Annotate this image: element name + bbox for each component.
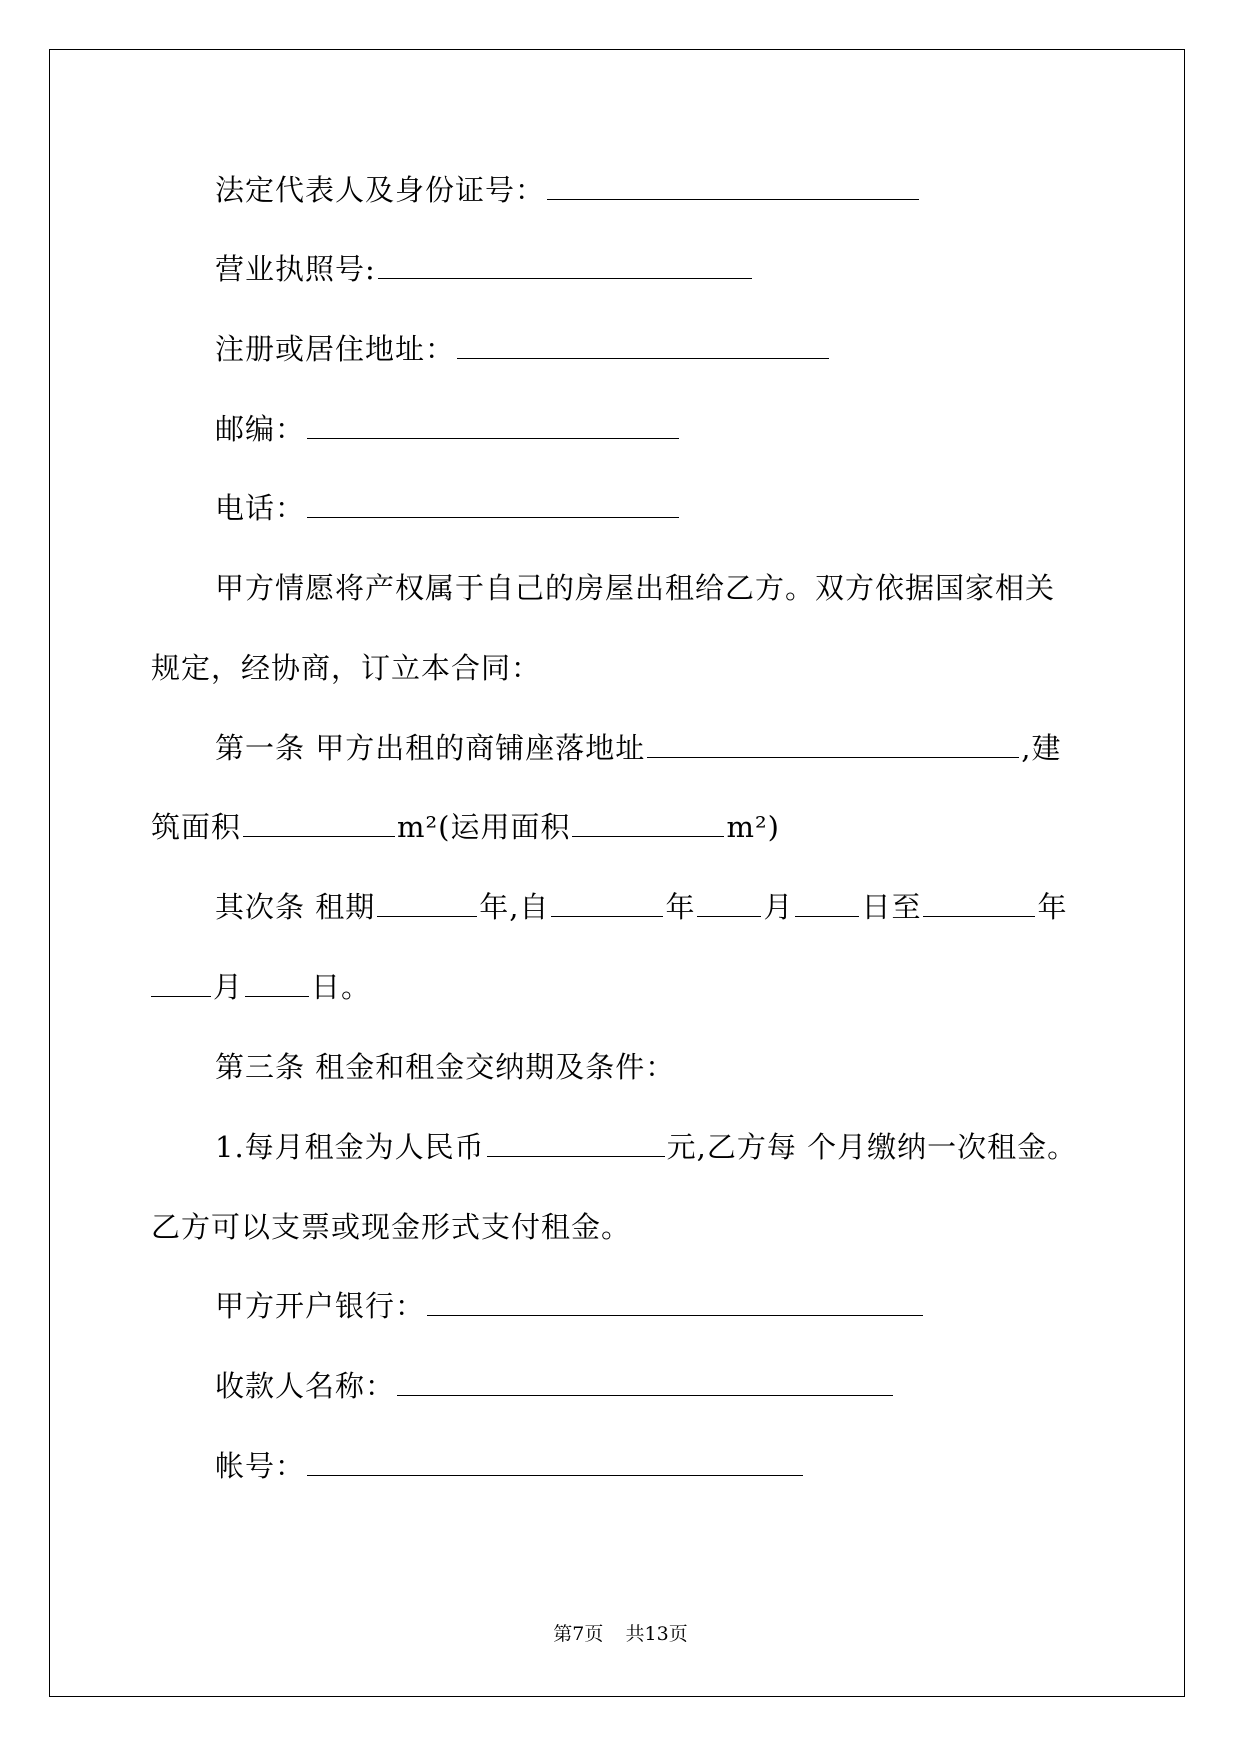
intro-text-2: 规定，经协商，订立本合同：	[151, 651, 542, 685]
intro-paragraph-line-2	[151, 650, 541, 686]
area-label: 筑面积	[151, 810, 242, 844]
article-3-text: 第三条 租金和租金交纳期及条件：	[215, 1050, 676, 1084]
page-number: 第7页	[553, 1623, 604, 1645]
intro-text-1: 甲方情愿将产权属于自己的房屋出租给乙方。双方依据国家相关	[215, 571, 1056, 605]
monthly-rent-blank	[487, 1132, 665, 1157]
end-day-blank	[245, 972, 309, 997]
start-month-blank	[697, 892, 761, 917]
account-label: 帐号：	[215, 1449, 306, 1483]
article-1-text: 第一条 甲方出租的商铺座落地址	[215, 731, 646, 765]
postcode-blank	[307, 414, 679, 439]
phone-line	[215, 490, 681, 526]
bank-line	[215, 1288, 925, 1324]
payee-blank	[397, 1371, 893, 1396]
article-1-suffix: ,建	[1021, 731, 1062, 765]
usable-area-label: m²(运用面积	[397, 810, 571, 844]
article-1-line-1	[215, 730, 1061, 766]
article-2-line-2	[151, 969, 371, 1005]
end-day-label: 日。	[311, 970, 372, 1004]
business-license-blank	[378, 254, 752, 279]
address-line	[215, 331, 831, 367]
start-month-label: 月	[763, 890, 794, 924]
end-year-label: 年	[1037, 890, 1068, 924]
payee-line	[215, 1368, 895, 1404]
end-month-label: 月	[213, 970, 244, 1004]
payment-method-text: 乙方可以支票或现金形式支付租金。	[151, 1210, 632, 1244]
account-line	[215, 1448, 805, 1484]
payment-frequency-text: 元,乙方每 个月缴纳一次租金。	[666, 1130, 1078, 1164]
page-footer	[0, 1622, 1241, 1646]
rent-line-2	[151, 1209, 631, 1245]
business-license-line	[215, 251, 754, 287]
postcode-label: 邮编：	[215, 412, 306, 446]
postcode-line	[215, 411, 681, 447]
usable-area-blank	[572, 812, 724, 837]
address-blank	[457, 334, 829, 359]
lease-from-label: 年,自	[479, 890, 550, 924]
start-day-blank	[795, 892, 859, 917]
article-1-line-2	[151, 809, 780, 845]
area-unit-close: m²)	[726, 810, 780, 844]
bank-label: 甲方开户银行：	[215, 1289, 426, 1323]
end-month-blank	[151, 972, 211, 997]
legal-rep-id-label: 法定代表人及身份证号：	[215, 173, 546, 207]
intro-paragraph-line-1	[215, 570, 1055, 606]
lease-term-label: 其次条 租期	[215, 890, 376, 924]
rent-line-1	[215, 1129, 1077, 1165]
address-label: 注册或居住地址：	[215, 332, 456, 366]
start-year-blank	[551, 892, 663, 917]
shop-address-blank	[647, 733, 1019, 758]
article-2-line-1	[215, 889, 1068, 925]
legal-rep-id-blank	[547, 175, 919, 200]
total-pages: 共13页	[625, 1623, 688, 1645]
start-year-label: 年	[665, 890, 696, 924]
phone-blank	[307, 493, 679, 518]
article-3-heading	[215, 1049, 675, 1085]
phone-label: 电话：	[215, 491, 306, 525]
building-area-blank	[243, 812, 395, 837]
account-blank	[307, 1451, 803, 1476]
bank-blank	[427, 1291, 923, 1316]
legal-rep-id-line	[215, 172, 921, 208]
business-license-label: 营业执照号:	[215, 252, 376, 286]
lease-years-blank	[377, 892, 477, 917]
monthly-rent-label: 1.每月租金为人民币	[215, 1130, 485, 1164]
end-year-blank	[923, 892, 1035, 917]
start-day-to-label: 日至	[861, 890, 922, 924]
payee-label: 收款人名称：	[215, 1369, 396, 1403]
